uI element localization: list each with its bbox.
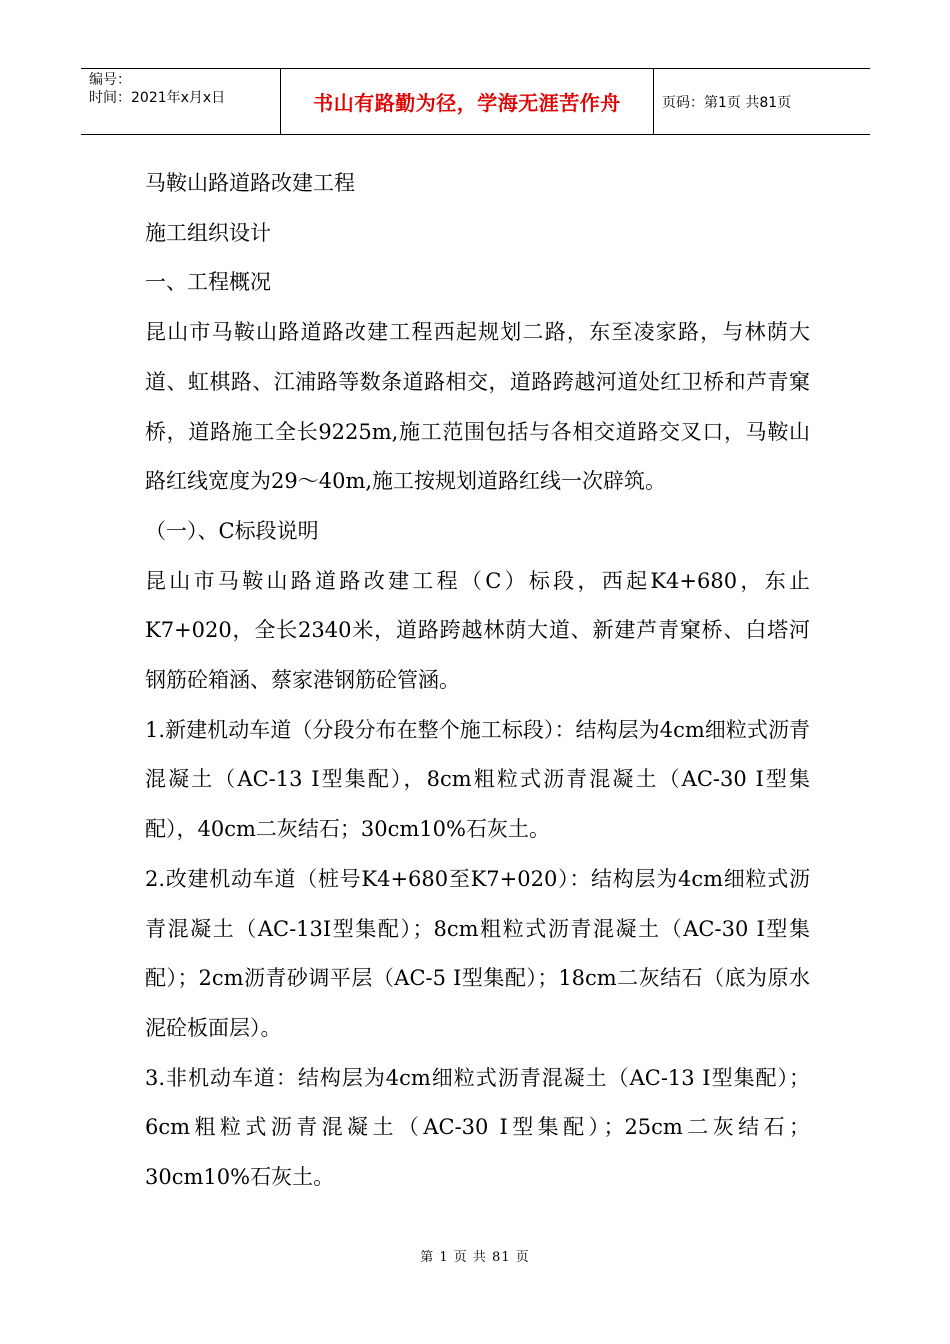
header-page-info-cell bbox=[654, 69, 870, 134]
page-header bbox=[81, 68, 870, 135]
list-item-rebuilt-motor-lane: 2.改建机动车道（桩号K4+680至K7+020）：结构层为4cm细粒式沥青混凝土（AC-13I型集配）；8cm粗粒式沥青混凝土（AC-30 I型集配）；2cm沥青砂调平层（AC-5 I型集配）；18cm二灰结石（底为原水泥砼板面层）。 bbox=[145, 866, 810, 1040]
paragraph-section-c: 昆山市马鞍山路道路改建工程（C）标段，西起K4+680，东止K7+020，全长2340米，道路跨越林荫大道、新建芦青窠桥、白塔河钢筋砼箱涵、蔡家港钢筋砼管涵。 bbox=[145, 568, 810, 693]
header-motto-cell bbox=[281, 69, 654, 134]
section-heading: 一、工程概况 bbox=[145, 270, 271, 295]
footer-page-number: 第 1 页 共 81 页 bbox=[420, 1250, 530, 1265]
document-body bbox=[145, 159, 810, 1203]
page-footer bbox=[0, 1246, 950, 1265]
document-number-label: 编号： bbox=[89, 72, 131, 88]
list-item-non-motor-lane: 3.非机动车道：结构层为4cm细粒式沥青混凝土（AC-13 I型集配）；6cm粗粒式沥青混凝土（AC-30 I型集配）；25cm二灰结石；30cm10%石灰土。 bbox=[145, 1065, 810, 1190]
list-item-new-motor-lane: 1.新建机动车道（分段分布在整个施工标段）：结构层为4cm细粒式沥青混凝土（AC-13 I型集配），8cm粗粒式沥青混凝土（AC-30 I型集配），40cm二灰结石；30cm10%石灰土。 bbox=[145, 717, 810, 842]
subsection-heading: （一）、C标段说明 bbox=[145, 518, 319, 543]
document-date: 时间：2021年x月x日 bbox=[89, 90, 226, 106]
header-motto: 书山有路勤为径，学海无涯苦作舟 bbox=[313, 91, 621, 115]
paragraph-overview: 昆山市马鞍山路道路改建工程西起规划二路，东至凌家路，与林荫大道、虹棋路、江浦路等数条道路相交，道路跨越河道处红卫桥和芦青窠桥，道路施工全长9225m,施工范围包括与各相交道路交叉口，马鞍山路红线宽度为29～40m,施工按规划道路红线一次辟筑。 bbox=[145, 320, 810, 494]
header-page-info: 页码：第1页 共81页 bbox=[662, 94, 792, 111]
header-meta bbox=[81, 69, 281, 134]
document-subtitle: 施工组织设计 bbox=[145, 220, 271, 245]
document-title: 马鞍山路道路改建工程 bbox=[145, 171, 355, 195]
